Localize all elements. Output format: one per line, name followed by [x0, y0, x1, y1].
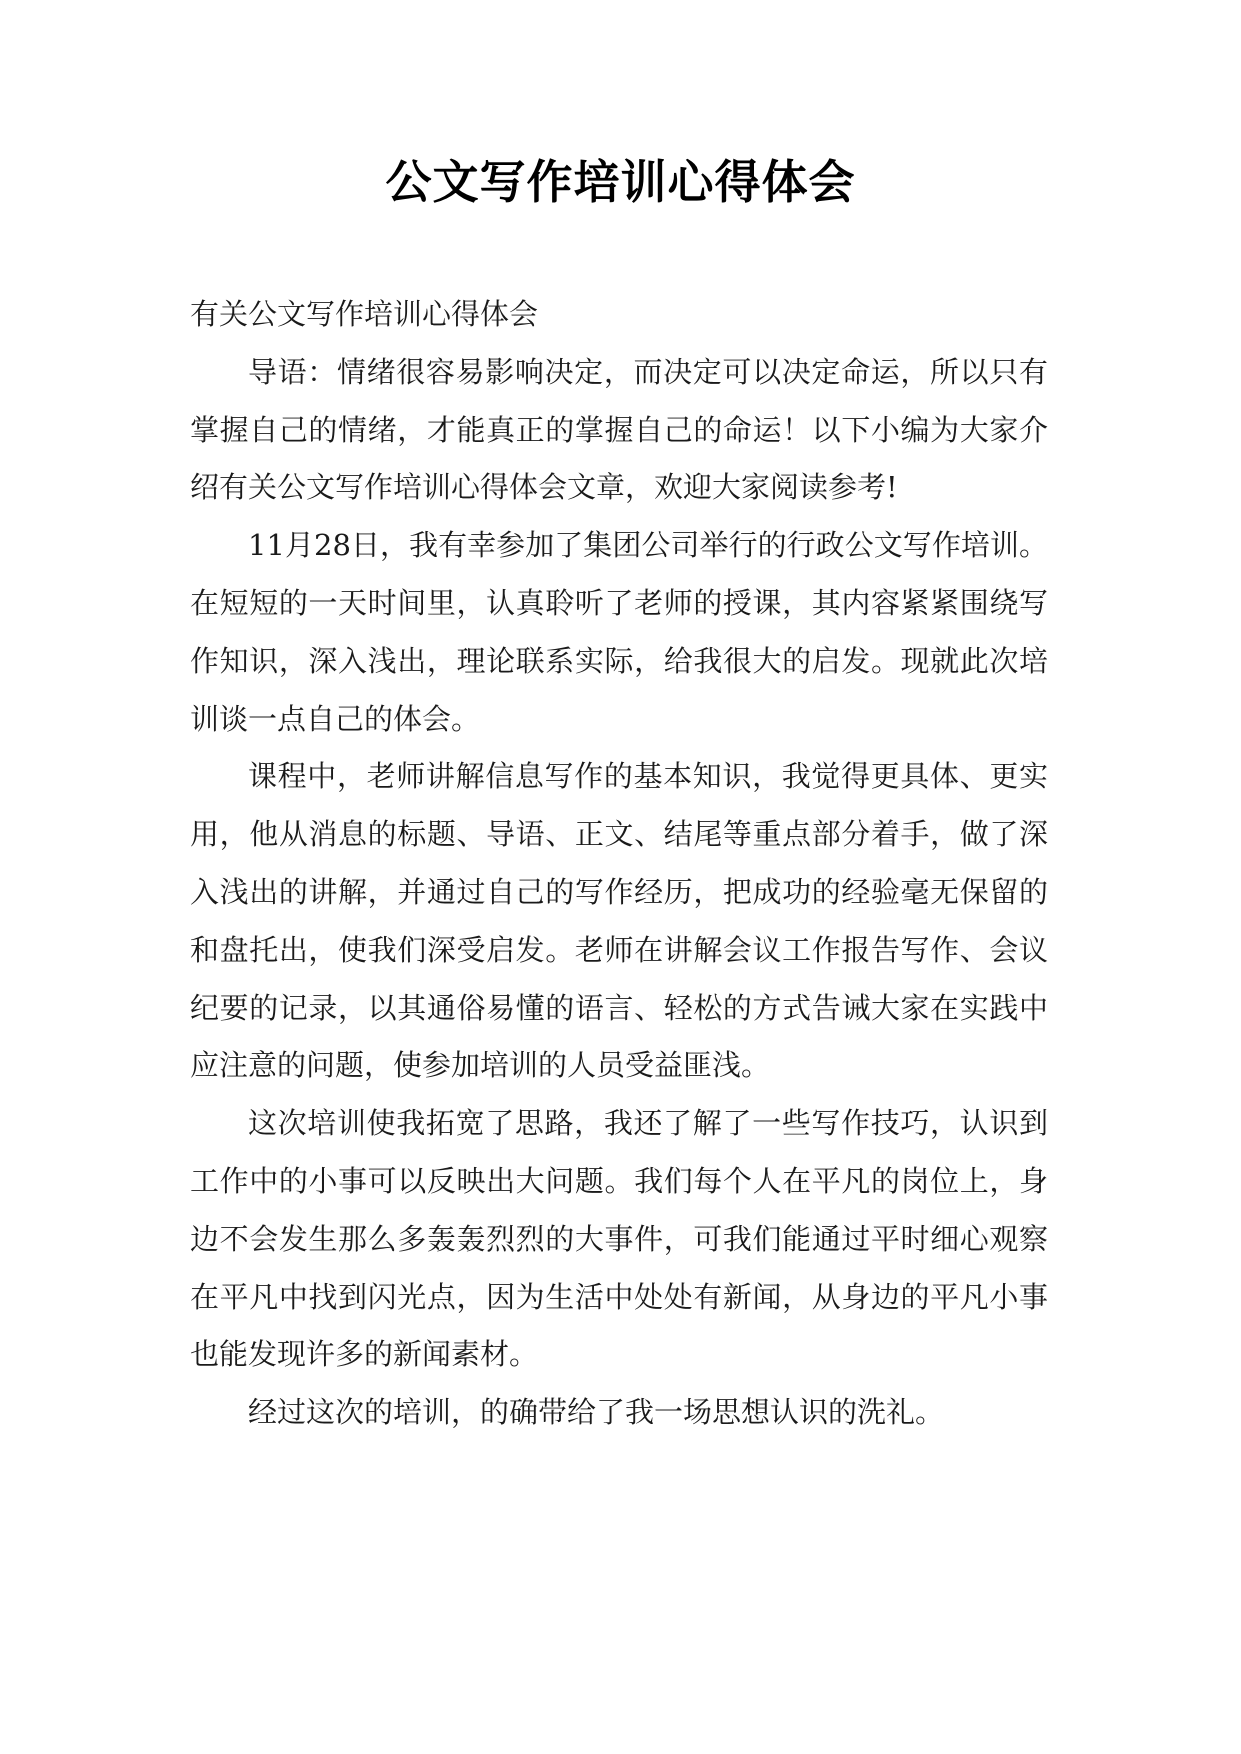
document-body [190, 286, 1048, 1442]
paragraph-1: 11月28日，我有幸参加了集团公司举行的行政公文写作培训。在短短的一天时间里，认真聆听了老师的授课，其内容紧紧围绕写作知识，深入浅出，理论联系实际，给我很大的启发。现就此次培训谈一点自己的体会。 [190, 528, 1048, 736]
document-title: 公文写作培训心得体会 [385, 155, 856, 209]
paragraph-intro: 导语：情绪很容易影响决定，而决定可以决定命运，所以只有掌握自己的情绪，才能真正的掌握自己的命运！以下小编为大家介绍有关公文写作培训心得体会文章，欢迎大家阅读参考! [190, 354, 1048, 505]
paragraph-2: 课程中，老师讲解信息写作的基本知识，我觉得更具体、更实用，他从消息的标题、导语、正文、结尾等重点部分着手，做了深入浅出的讲解，并通过自己的写作经历，把成功的经验毫无保留的和盘托出，使我们深受启发。老师在讲解会议工作报告写作、会议纪要的记录，以其通俗易懂的语言、轻松的方式告诫大家在实践中应注意的问题，使参加培训的人员受益匪浅。 [190, 759, 1048, 1083]
paragraph-3: 这次培训使我拓宽了思路，我还了解了一些写作技巧，认识到工作中的小事可以反映出大问题。我们每个人在平凡的岗位上，身边不会发生那么多轰轰烈烈的大事件，可我们能通过平时细心观察在平凡中找到闪光点，因为生活中处处有新闻，从身边的平凡小事也能发现许多的新闻素材。 [190, 1106, 1048, 1372]
paragraph-4: 经过这次的培训，的确带给了我一场思想认识的洗礼。 [248, 1395, 945, 1430]
document-subtitle: 有关公文写作培训心得体会 [190, 297, 539, 331]
